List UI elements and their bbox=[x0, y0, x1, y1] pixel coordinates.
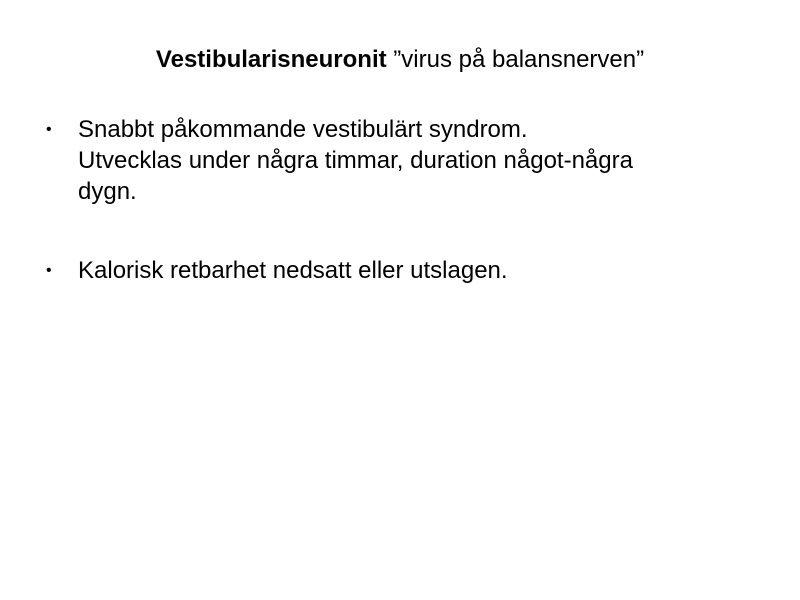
bullet-text-line: Kalorisk retbarhet nedsatt eller utslagen. bbox=[78, 257, 508, 284]
bullet-icon: • bbox=[46, 121, 52, 138]
bullet-text-line: dygn. bbox=[78, 178, 137, 205]
bullet-item bbox=[44, 255, 744, 286]
bullet-text-line: Snabbt påkommande vestibulärt syndrom. bbox=[78, 116, 528, 143]
bullet-list bbox=[44, 114, 744, 286]
slide-title bbox=[0, 44, 800, 76]
bullet-icon: • bbox=[46, 262, 52, 279]
title-rest-part: ”virus på balansnerven” bbox=[393, 46, 645, 73]
bullet-text-line: Utvecklas under några timmar, duration något-några bbox=[78, 147, 633, 174]
bullet-item bbox=[44, 114, 744, 207]
title-bold-part: Vestibularisneuronit bbox=[155, 46, 387, 73]
